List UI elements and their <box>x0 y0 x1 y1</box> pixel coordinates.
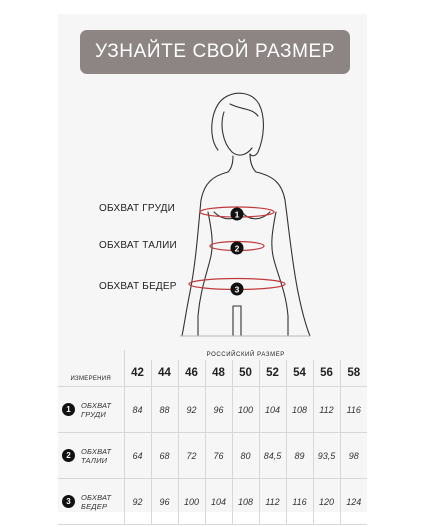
row-name-line2: БЕДЕР <box>81 501 108 511</box>
hair-strand <box>230 104 258 116</box>
value-cell: 92 <box>178 387 205 433</box>
value-cell: 104 <box>205 479 232 525</box>
right-torso <box>272 212 288 336</box>
marker-3-label: 3 <box>234 284 240 295</box>
value-cell: 116 <box>286 479 313 525</box>
row-name-line1: ОБХВАТ <box>81 492 112 502</box>
marker-2-label: 2 <box>234 243 240 254</box>
value-cell: 76 <box>205 433 232 479</box>
row-header-chest <box>58 387 124 433</box>
value-cell: 100 <box>232 387 259 433</box>
value-cell: 98 <box>340 433 367 479</box>
row-name-line2: ТАЛИИ <box>81 455 108 465</box>
value-cell: 100 <box>178 479 205 525</box>
table-header-row <box>58 350 367 360</box>
hips-label: ОБХВАТ БЕДЕР <box>99 281 177 292</box>
row-name <box>81 401 111 419</box>
value-cell: 116 <box>340 387 367 433</box>
size-cell: 54 <box>286 360 313 387</box>
value-cell: 108 <box>286 387 313 433</box>
value-cell: 104 <box>259 387 286 433</box>
legs-gap <box>233 306 241 336</box>
size-table <box>58 350 367 525</box>
row-name-line1: ОБХВАТ <box>81 446 112 456</box>
row-header-waist <box>58 433 124 479</box>
row-name <box>81 447 111 465</box>
value-cell: 68 <box>151 433 178 479</box>
value-cell: 96 <box>151 479 178 525</box>
left-torso <box>198 212 212 336</box>
size-cell: 46 <box>178 360 205 387</box>
banner-title: УЗНАЙТЕ СВОЙ РАЗМЕР <box>94 41 336 62</box>
value-cell: 93,5 <box>313 433 340 479</box>
neck-left <box>228 156 233 172</box>
table-row-hips <box>58 479 367 525</box>
size-cell: 52 <box>259 360 286 387</box>
table-row-chest <box>58 387 367 433</box>
measurements-header: ИЗМЕРЕНИЯ <box>58 350 124 387</box>
value-cell: 64 <box>124 433 151 479</box>
value-cell: 108 <box>232 479 259 525</box>
right-shoulder-arm <box>256 172 310 336</box>
value-cell: 89 <box>286 433 313 479</box>
size-cell: 42 <box>124 360 151 387</box>
value-cell: 72 <box>178 433 205 479</box>
table-row-waist <box>58 433 367 479</box>
left-shoulder-arm <box>182 172 228 336</box>
row-header-hips <box>58 479 124 525</box>
row-name-line1: ОБХВАТ <box>81 400 112 410</box>
value-cell: 112 <box>313 387 340 433</box>
row-name-line2: ГРУДИ <box>81 409 106 419</box>
value-cell: 120 <box>313 479 340 525</box>
value-cell: 84 <box>124 387 151 433</box>
value-cell: 124 <box>340 479 367 525</box>
waist-label: ОБХВАТ ТАЛИИ <box>99 240 177 251</box>
value-cell: 92 <box>124 479 151 525</box>
value-cell: 96 <box>205 387 232 433</box>
size-system-title: РОССИЙСКИЙ РАЗМЕР <box>124 350 367 360</box>
size-cell: 50 <box>232 360 259 387</box>
face-outline <box>222 112 252 155</box>
size-cell: 56 <box>313 360 340 387</box>
value-cell: 112 <box>259 479 286 525</box>
marker-1-label: 1 <box>234 209 240 220</box>
value-cell: 84,5 <box>259 433 286 479</box>
size-cell: 44 <box>151 360 178 387</box>
row-number-badge: 2 <box>62 449 75 462</box>
neck-right <box>250 154 256 172</box>
hair-outline <box>212 93 264 156</box>
size-cell: 58 <box>340 360 367 387</box>
size-cell: 48 <box>205 360 232 387</box>
row-number-badge: 3 <box>62 495 75 508</box>
value-cell: 88 <box>151 387 178 433</box>
row-number-badge: 1 <box>62 403 75 416</box>
value-cell: 80 <box>232 433 259 479</box>
row-name <box>81 493 111 511</box>
chest-label: ОБХВАТ ГРУДИ <box>99 203 176 214</box>
